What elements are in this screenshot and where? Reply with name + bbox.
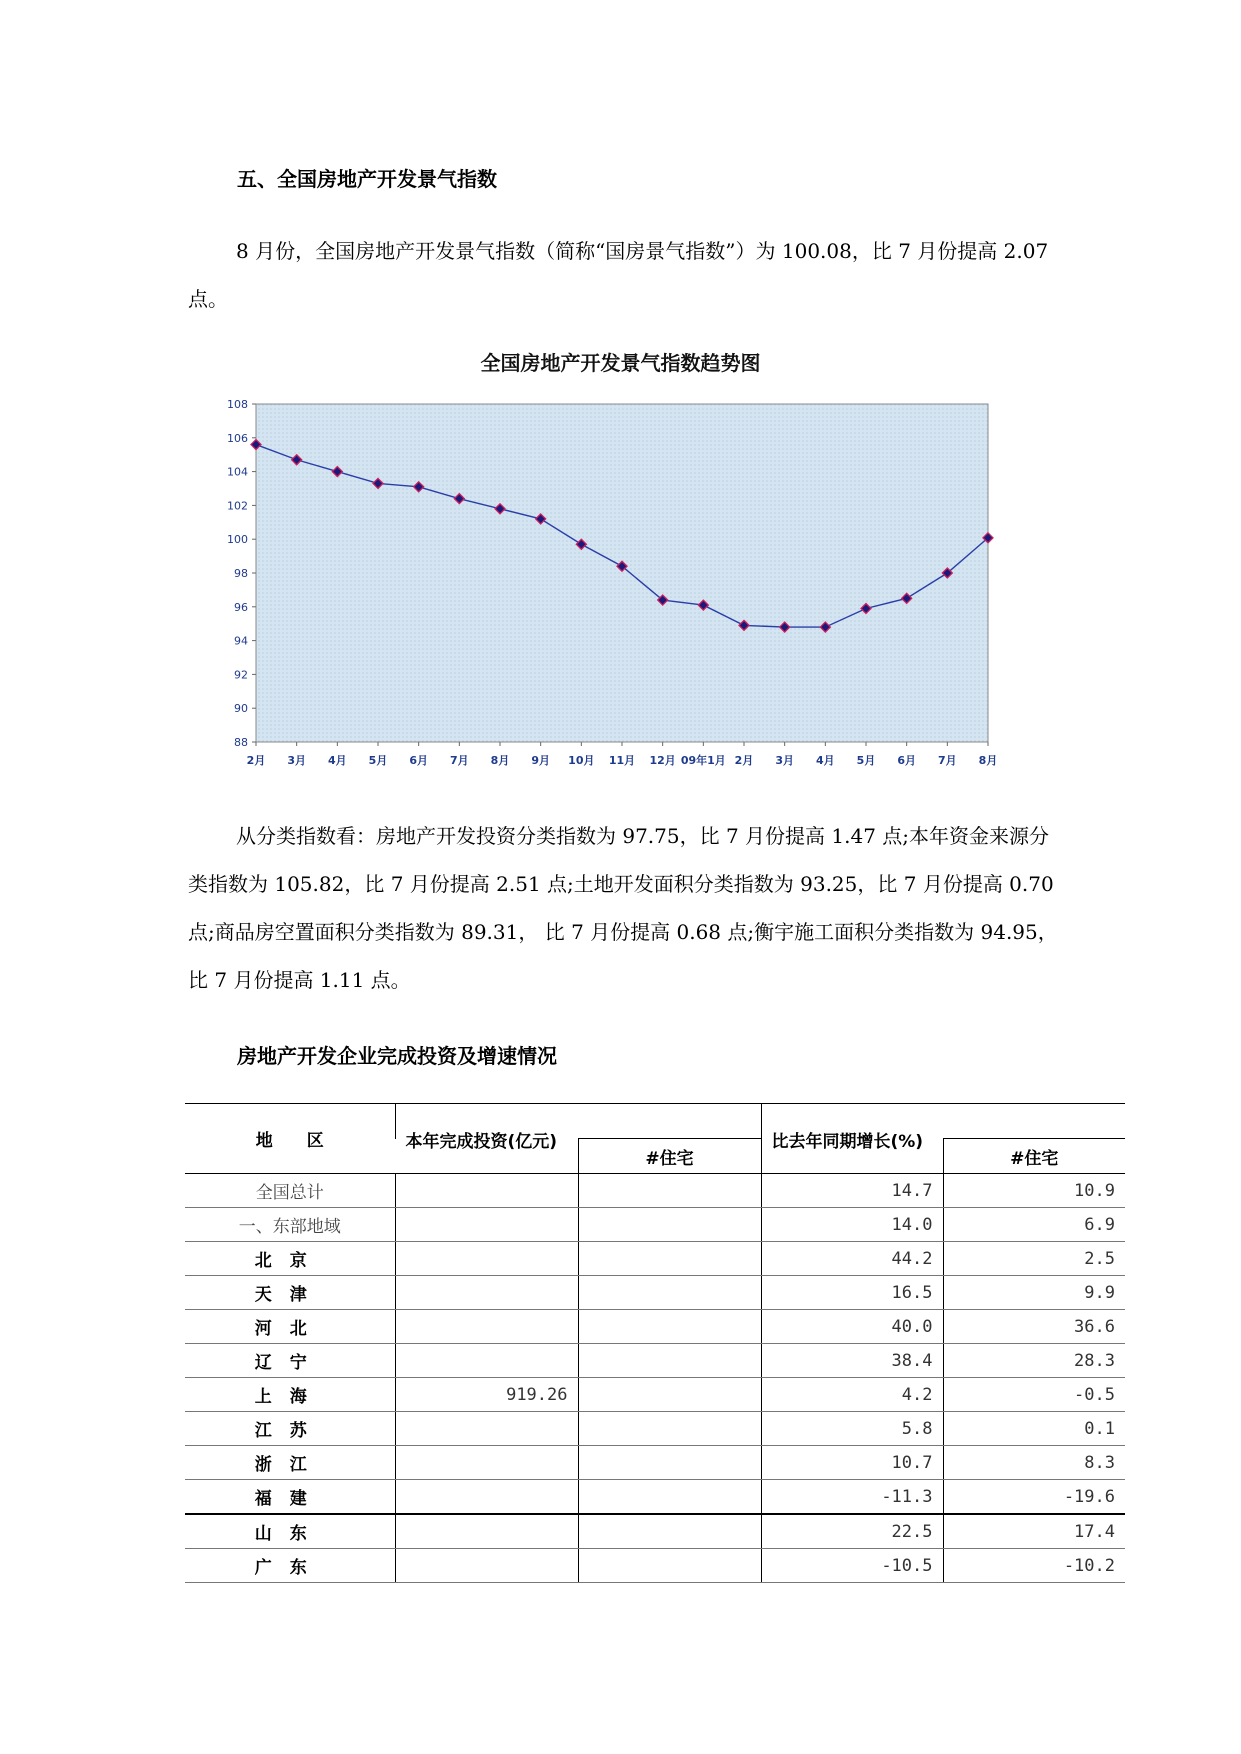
growth-cell: 14.7 <box>761 1174 943 1208</box>
growth-residential-cell: 36.6 <box>943 1310 1125 1344</box>
y-tick-label: 102 <box>227 499 248 513</box>
region-cell: 山东 <box>185 1514 395 1549</box>
growth-residential-cell: -10.2 <box>943 1549 1125 1583</box>
chart-title: 全国房地产开发景气指数趋势图 <box>480 351 761 375</box>
investment-cell: 919.26 <box>395 1378 578 1412</box>
table-row <box>185 1549 1125 1583</box>
residential-cell <box>578 1242 761 1276</box>
x-tick-label: 6月 <box>409 754 428 767</box>
growth-residential-cell: 17.4 <box>943 1514 1125 1549</box>
growth-cell: -11.3 <box>761 1480 943 1515</box>
growth-cell: 38.4 <box>761 1344 943 1378</box>
investment-cell <box>395 1480 578 1515</box>
growth-residential-cell: 8.3 <box>943 1446 1125 1480</box>
section-title: 五、全国房地产开发景气指数 <box>237 167 497 191</box>
x-tick-label: 4月 <box>816 754 835 767</box>
x-tick-label: 3月 <box>775 754 794 767</box>
growth-residential-cell: 28.3 <box>943 1344 1125 1378</box>
region-cell: 辽宁 <box>185 1344 395 1378</box>
growth-residential-cell: 0.1 <box>943 1412 1125 1446</box>
x-tick-label: 8月 <box>978 754 998 767</box>
region-cell: 全国总计 <box>185 1174 395 1208</box>
region-cell: 河北 <box>185 1310 395 1344</box>
investment-cell <box>395 1208 578 1242</box>
x-tick-label: 2月 <box>246 754 266 767</box>
table-row <box>185 1208 1125 1242</box>
header-growth-residential: #住宅 <box>943 1139 1125 1174</box>
x-tick-label: 6月 <box>897 754 916 767</box>
investment-cell <box>395 1514 578 1549</box>
x-tick-label: 11月 <box>608 754 636 767</box>
y-tick-label: 106 <box>227 431 248 445</box>
residential-cell <box>578 1208 761 1242</box>
growth-cell: 22.5 <box>761 1514 943 1549</box>
intro-paragraph <box>188 227 1068 323</box>
region-cell: 江苏 <box>185 1412 395 1446</box>
x-tick-label: 2月 <box>734 754 754 767</box>
investment-cell <box>395 1276 578 1310</box>
table-row <box>185 1514 1125 1549</box>
residential-cell <box>578 1378 761 1412</box>
plot-area <box>256 404 988 742</box>
growth-cell: 10.7 <box>761 1446 943 1480</box>
table-row <box>185 1378 1125 1412</box>
residential-cell <box>578 1344 761 1378</box>
header-growth: 比去年同期增长(%) <box>761 1122 943 1157</box>
growth-residential-cell: 2.5 <box>943 1242 1125 1276</box>
x-axis <box>247 742 998 767</box>
residential-cell <box>578 1310 761 1344</box>
growth-residential-cell: 6.9 <box>943 1208 1125 1242</box>
region-cell: 广东 <box>185 1549 395 1583</box>
table-body <box>185 1174 1125 1583</box>
x-tick-label: 12月 <box>649 754 676 767</box>
table-row <box>185 1276 1125 1310</box>
residential-cell <box>578 1174 761 1208</box>
table-row <box>185 1446 1125 1480</box>
subindex-text: 从分类指数看：房地产开发投资分类指数为 97.75，比 7 月份提高 1.47 点;本年资金来源分类指数为 105.82，比 7 月份提高 2.51 点;土地开发面积分类指数为 93.25，比 7 月份提高 0.70 点;商品房空置面积分类指数为 89.31， 比 7 月份提高 0.68 点;衡宇施工面积分类指数为 94.95，比 7 月份提高 1.11 点。 <box>188 824 1058 992</box>
investment-cell <box>395 1344 578 1378</box>
investment-cell <box>395 1446 578 1480</box>
growth-residential-cell: 9.9 <box>943 1276 1125 1310</box>
y-tick-label: 104 <box>227 465 248 479</box>
growth-residential-cell: 10.9 <box>943 1174 1125 1208</box>
y-tick-label: 92 <box>234 668 248 682</box>
x-tick-label: 5月 <box>856 754 876 767</box>
region-cell: 上海 <box>185 1378 395 1412</box>
growth-cell: 40.0 <box>761 1310 943 1344</box>
subindex-paragraph <box>188 812 1068 1004</box>
intro-text: 8 月份，全国房地产开发景气指数（简称“国房景气指数”）为 100.08，比 7 月份提高 2.07 点。 <box>188 239 1049 311</box>
table-row <box>185 1310 1125 1344</box>
investment-cell <box>395 1310 578 1344</box>
growth-cell: 4.2 <box>761 1378 943 1412</box>
y-tick-label: 108 <box>227 398 248 411</box>
table-row <box>185 1174 1125 1208</box>
investment-cell <box>395 1174 578 1208</box>
residential-cell <box>578 1480 761 1515</box>
header-region: 地 区 <box>185 1104 395 1174</box>
region-cell: 福建 <box>185 1480 395 1515</box>
table-row <box>185 1344 1125 1378</box>
growth-cell: 5.8 <box>761 1412 943 1446</box>
growth-cell: -10.5 <box>761 1549 943 1583</box>
residential-cell <box>578 1549 761 1583</box>
header-investment: 本年完成投资(亿元) <box>395 1122 578 1157</box>
investment-cell <box>395 1549 578 1583</box>
x-tick-label: 09年1月 <box>680 754 726 767</box>
table-row <box>185 1242 1125 1276</box>
region-cell: 北京 <box>185 1242 395 1276</box>
investment-cell <box>395 1242 578 1276</box>
growth-residential-cell: -19.6 <box>943 1480 1125 1515</box>
growth-cell: 44.2 <box>761 1242 943 1276</box>
x-tick-label: 8月 <box>490 754 510 767</box>
table-title: 房地产开发企业完成投资及增速情况 <box>237 1044 557 1068</box>
table-row <box>185 1412 1125 1446</box>
y-tick-label: 88 <box>234 736 248 749</box>
x-tick-label: 4月 <box>328 754 347 767</box>
x-tick-label: 5月 <box>368 754 388 767</box>
region-cell: 天津 <box>185 1276 395 1310</box>
growth-cell: 14.0 <box>761 1208 943 1242</box>
y-tick-label: 96 <box>234 600 248 614</box>
growth-residential-cell: -0.5 <box>943 1378 1125 1412</box>
header-residential: #住宅 <box>578 1139 761 1174</box>
y-tick-label: 94 <box>234 634 248 648</box>
residential-cell <box>578 1412 761 1446</box>
residential-cell <box>578 1446 761 1480</box>
y-tick-label: 90 <box>234 702 248 716</box>
investment-table <box>185 1103 1125 1583</box>
y-tick-label: 100 <box>227 533 248 547</box>
region-cell: 浙江 <box>185 1446 395 1480</box>
x-tick-label: 7月 <box>450 754 469 767</box>
growth-cell: 16.5 <box>761 1276 943 1310</box>
x-tick-label: 10月 <box>568 754 595 767</box>
x-tick-label: 9月 <box>531 754 550 767</box>
residential-cell <box>578 1514 761 1549</box>
x-tick-label: 3月 <box>287 754 306 767</box>
y-tick-label: 98 <box>234 567 248 580</box>
residential-cell <box>578 1276 761 1310</box>
investment-cell <box>395 1412 578 1446</box>
x-tick-label: 7月 <box>938 754 957 767</box>
table-row <box>185 1480 1125 1515</box>
y-axis <box>227 398 256 749</box>
line-chart <box>210 392 1000 772</box>
region-cell: 一、东部地域 <box>185 1208 395 1242</box>
